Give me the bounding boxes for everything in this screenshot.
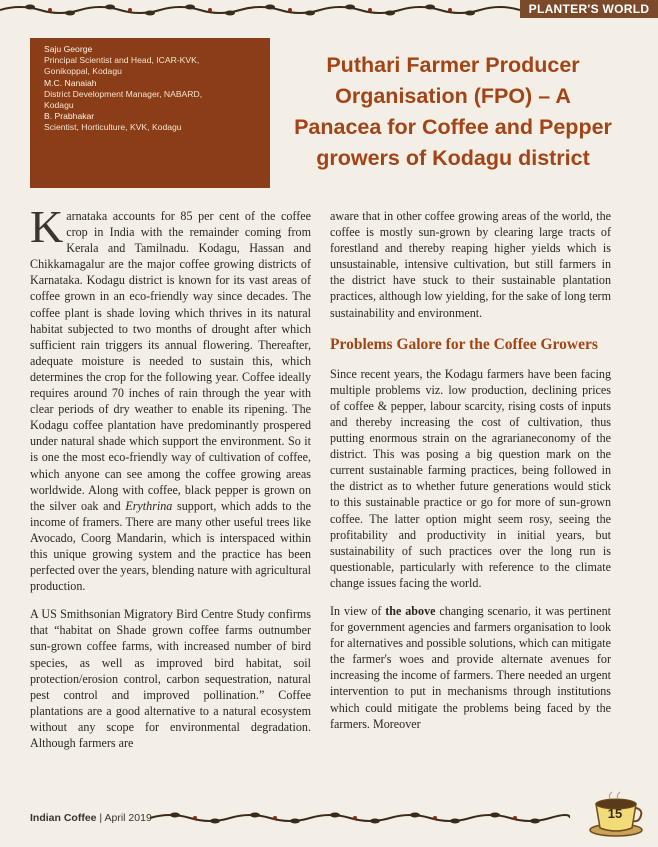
- title-line: Organisation (FPO) – A: [335, 84, 571, 108]
- author-box: [30, 38, 270, 188]
- paragraph: [330, 603, 611, 732]
- article-title: [272, 50, 634, 174]
- paragraph: Since recent years, the Kodagu farmers have been facing multiple problems viz. low production, declining prices of coffee & pepper, labour scarcity, rising costs of inputs and thereby increasing the cost of cultivation, thus putting enormous strain on the agrarianeconomy of the district. This was posing a big question mark on the current sustainable farming practices, being followed in the district as to whether future generations would stick to this sustainable practice or go for more of sun-grown coffee. The latter option might seem rosy, seeing the profitability and productivity in initial years, but sustainability of such practices over the long run is questionable, particularly with reference to the climate change issues facing the world.: [330, 366, 611, 590]
- footer: [30, 812, 152, 824]
- author-name: Saju George: [44, 44, 93, 54]
- right-column: [330, 208, 611, 744]
- author-role: District Development Manager, NABARD,: [44, 88, 203, 99]
- bold-term: the above: [385, 603, 436, 618]
- author-role: Gonikoppal, Kodagu: [44, 66, 122, 77]
- paragraph-text: changing scenario, it was pertinent for government agencies and farmers organisation to look for alternatives and possible solutions, which can mitigate the farmer's woes and provide alternate avenues for increasing the income of farmers. There needed an urgent intervention to put in mechanisms through institutions which could mitigate the problems being faced by the farmers. Moreover: [330, 603, 611, 731]
- left-column: [30, 201, 312, 763]
- paragraph: aware that in other coffee growing areas of the world, the coffee is mostly sun-grown by clearing large tracts of forestland and thereby reaping higher yields which is unsustainable, intensive cultivation, but still farmers in the district have stuck to their sustainable plantation practices, although low yielding, for the sake of long term sustainability and environment.: [330, 209, 611, 320]
- footer-vine-ornament-icon: [150, 812, 570, 824]
- author-role: Scientist, Horticulture, KVK, Kodagu: [44, 122, 182, 133]
- magazine-name: Indian Coffee: [30, 812, 97, 824]
- author-name: B. Prabhakar: [44, 111, 95, 122]
- author-role: Kodagu: [44, 100, 74, 111]
- author-name: M.C. Nanaiah: [44, 77, 97, 88]
- author-role: Principal Scientist and Head, ICAR-KVK,: [44, 55, 200, 66]
- issue-date: April 2019: [104, 812, 152, 824]
- subheading: Problems Galore for the Coffee Growers: [330, 335, 598, 353]
- paragraph-text: In view of: [330, 603, 386, 618]
- page-number: 15: [607, 806, 623, 821]
- title-line: growers of Kodagu district: [316, 146, 590, 170]
- paragraph-text: arnataka accounts for 85 per cent of the coffee crop in India with the remainder coming from Kerala and Tamilnadu. Kodagu, Hassan and Chikkamagalur are the major coffee growing districts of Karnataka. Kodagu district is known for its vast areas of coffee grown in an eco-friendly way since decades. The coffee plant is shade loving which thrives in its natural habitat subjected to two months of drought after which sufficient rain triggers its annual flowering. Thereafter, adequate moisture is needed to sustain this, which determines the crop for the following year. Coffee ideally requires around 70 inches of rain through the year with clear periods of dry weather to enable its ripening. The Kodagu coffee plantation have predominantly prospered under natural shade which support the environment. So it is one the most eco-friendly way of cultivation of coffee, which anyone can see among the coffee growing areas worldwide. Along with coffee, black pepper is grown on the silver oak and: [30, 209, 311, 513]
- paragraph: A US Smithsonian Migratory Bird Centre Study confirms that “habitat on Shade grown coffee farms outnumber sun-grown coffee farms, with increased number of bird species, as well as improved bird habitat, soil protection/erosion control, carbon sequestration, natural pest control and improved pollination.” Coffee plantations are a good alternative to a natural ecosystem without any scope for environmental degradation. Although farmers are: [30, 607, 311, 750]
- section-tag: PLANTER'S WORLD: [520, 0, 658, 18]
- footer-separator: |: [96, 812, 105, 824]
- paragraph: [30, 201, 312, 594]
- drop-cap: K: [30, 201, 64, 252]
- italic-term: Erythrina: [125, 498, 173, 513]
- top-decorative-band: [0, 0, 658, 22]
- paragraph-text: support, which adds to the income of framers. There are many other useful trees like Avocado, Coorg Mandarin, which is interspaced within this unique growing system and the practice has been perfected over the years, blending nature with agricultural production.: [30, 498, 312, 594]
- coffee-vine-ornament-icon: [0, 4, 520, 16]
- title-line: Puthari Farmer Producer: [326, 53, 580, 77]
- title-line: Panacea for Coffee and Pepper: [294, 115, 612, 139]
